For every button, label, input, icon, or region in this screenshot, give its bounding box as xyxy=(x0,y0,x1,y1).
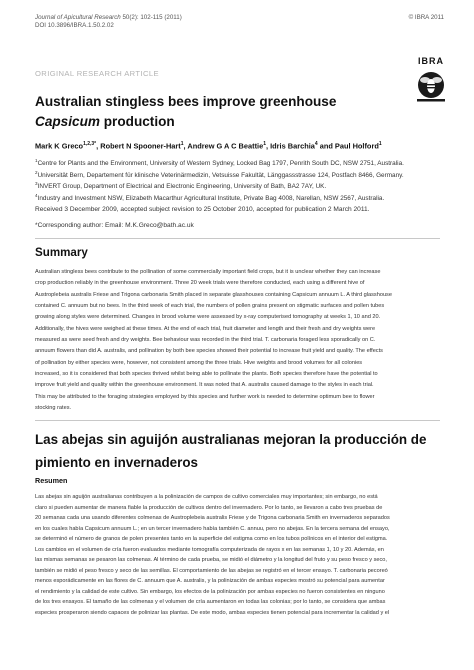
spanish-title xyxy=(35,428,455,474)
text-line: of pollination by either species were, however, not consistent among the three trials. Hive weights and brood volumes for all colonies xyxy=(35,359,363,366)
affiliation-text: Centre for Plants and the Environment, University of Western Sydney, Locked Bag 1797, Penrith South DC, NSW 2751, Australia. xyxy=(37,160,404,168)
resumen-heading: Resumen xyxy=(35,476,68,485)
affiliation xyxy=(35,180,450,192)
section-divider xyxy=(35,238,440,239)
text-line: Additionally, the hives were weighed at these times. At the end of each trial, fruit diameter and length and their fresh and dry weights were xyxy=(35,325,376,332)
submission-dates: Received 3 December 2009, accepted subject revision to 25 October 2010, accepted for publication 2 March 2011. xyxy=(35,206,370,213)
text-line: crop production reliably in the greenhouse environment. Three 20 week trials were therefore conducted, each using a different hive of xyxy=(35,280,365,287)
text-line: annuum flowers than did A. australis, and pollination by both bee species showed their potential to increase fruit yield and quality. The effects xyxy=(35,348,383,355)
text-line: growing along styles were determined. Changes in brood volume were assessed by x-ray computerised tomography at weeks 1, 10 and 20. xyxy=(35,314,381,321)
logo-text: IBRA xyxy=(418,56,444,66)
text-line: increased, so it is considered that both species thrived whilst being able to pollinate the plants. Both species therefore have the potential to xyxy=(35,371,378,378)
text-line: el rendimiento y la calidad de este cultivo. Sin embargo, los efectos de la polinización por ambas especies no fueron consistentes en ninguno xyxy=(35,588,385,595)
text-line: también se midió el peso fresco y seco de las semillas. El comportamiento de las abejas se registró en el tercer ensayo. T. carbonaria pecoreó xyxy=(35,567,388,574)
text-line: en los cuales había Capsicum annuum L.; en un tercer invernadero había también C. annuu, pero no abejas. En la tercera semana del ensayo, xyxy=(35,525,390,532)
text-line: se determinó el número de granos de polen presentes tanto en la superficie del estigma como en los tubos polínicos en el interior del estigma. xyxy=(35,536,388,543)
author-name: Andrew G A C Beattie xyxy=(187,141,264,151)
article-type: ORIGINAL RESEARCH ARTICLE xyxy=(35,69,159,78)
text-line: This may be attributed to the foraging strategies employed by this species and further work is needed to determine optimum bee to flower xyxy=(35,393,375,400)
author-sup: 4 xyxy=(314,141,318,147)
text-line: Austroplebeia australis Friese and Trigona carbonaria Smith placed in separate glasshouses containing Capsicum annuum L. A third glasshouse xyxy=(35,291,392,298)
title-italic-word: Capsicum xyxy=(35,114,100,129)
title-line-1: Australian stingless bees improve greenhouse xyxy=(35,94,337,109)
author-sup: 1 xyxy=(263,141,266,147)
author-name: Idris Barchia xyxy=(270,141,315,151)
affiliation-text: Universität Bern, Departement für klinische Veterinärmedizin, Vetsuisse Fakultät, Länggassstrasse 124, Postfach 8466, Germany. xyxy=(37,171,404,179)
affiliation-text: INVERT Group, Department of Electrical and Electronic Engineering, University of Bath, BA2 7AY, UK. xyxy=(37,183,327,191)
affiliation-sup: 1 xyxy=(35,158,38,163)
copyright: © IBRA 2011 xyxy=(408,14,444,21)
author-name: Robert N Spooner-Hart xyxy=(100,141,181,151)
article-title xyxy=(35,92,405,132)
text-line: measured as were seed fresh and dry weights. Bee behaviour was recorded in the third trial. T. carbonaria foraged less sporadically on C. xyxy=(35,337,376,344)
text-line: Las abejas sin aguijón australianas contribuyen a la polinización de campos de cultivo comerciales muy importantes; sin embargo, no está xyxy=(35,494,378,500)
text-line: improve fruit yield and quality within the greenhouse environment. It was noted that A. australis caused damage to the styles in each trial. xyxy=(35,382,374,389)
text-line: las mismas semanas se pesaron las colmenas. Al término de cada prueba, se midió el diámetro y la longitud del fruto y su peso fresco y seco, xyxy=(35,557,387,564)
text-line: claro si pueden aumentar de manera fiable la producción de cultivos dentro del invernadero. Por lo tanto, se llevaron a cabo tres pruebas de xyxy=(35,504,383,511)
author-sup: 1 xyxy=(180,141,184,147)
affiliations xyxy=(35,157,450,204)
spanish-title-line-2: pimiento en invernaderos xyxy=(35,455,198,470)
author-list: Mark K Greco$^{1,2,3*}$, Robert N Spooner-Hart$^1$, Andrew G A C Beattie$^1$, Idris Barchia$^4$ and Paul Holford$^1$ xyxy=(35,141,382,151)
spanish-title-line-1: Las abejas sin aguijón australianas mejoran la producción de xyxy=(35,432,427,447)
affiliation-sup: 4 xyxy=(35,193,38,199)
text-line: Los cambios en el volumen de cría fueron evaluados mediante tomografía computerizada de rayos x en las semanas 1, 10 y 20. Además, en xyxy=(35,546,384,553)
text-line: 20 semanas cada una usando diferentes colmenas de Austroplebeia australis Friese y de Trigona carbonaria Smith en invernaderos separados xyxy=(35,515,390,522)
text-line: Australian stingless bees contribute to the pollination of some commercially important field crops, but it is unclear whether they can increase xyxy=(35,269,381,275)
corresponding-author: *Corresponding author: Email: M.K.Greco@bath.ac.uk xyxy=(35,222,194,229)
summary-text xyxy=(35,267,440,414)
author-name: Mark K Greco xyxy=(35,141,84,151)
text-line: especies prosperaron siendo capaces de polinizar las plantas. De este modo, ambas especies tienen potencial para incrementar la calidad y el xyxy=(35,610,390,617)
text-line: stocking rates. xyxy=(35,405,72,412)
affiliation xyxy=(35,192,450,204)
author-sup: 1 xyxy=(378,141,382,147)
resumen-text xyxy=(35,492,440,619)
journal-name: Journal of Apicultural Research xyxy=(35,14,121,21)
journal-header xyxy=(35,14,444,30)
text-line: menos esporádicamente en las flores de C. annuum que A. australis, y la polinización de ambas especies mostró su potencial para aumentar xyxy=(35,578,385,585)
title-line-2: production xyxy=(99,114,175,129)
ibra-logo xyxy=(413,56,449,104)
section-divider xyxy=(35,420,440,421)
text-line: contained C. annuum but no bees. In the third week of each trial, the numbers of pollen grains present on stigmatic surfaces and pollen tubes xyxy=(35,303,385,310)
text-line: de los tres ensayos. El tamaño de las colmenas y el volumen de cría aumentaron en todas las colonias; por lo tanto, se considera que ambas xyxy=(35,599,386,606)
affiliation xyxy=(35,169,450,181)
author-sup: 1,2,3* xyxy=(83,141,97,147)
affiliation-sup: 2 xyxy=(35,169,38,175)
journal-citation: 50(2): 102-115 (2011) xyxy=(120,14,182,21)
affiliation xyxy=(35,157,450,169)
author-name: Paul Holford xyxy=(334,141,379,151)
summary-heading: Summary xyxy=(35,246,88,259)
affiliation-sup: 3 xyxy=(35,181,38,187)
doi[interactable]: DOI 10.3896/IBRA.1.50.2.02 xyxy=(35,22,114,30)
affiliation-text: Industry and Investment NSW, Elizabeth Macarthur Agricultural Institute, Private Bag 4008, Narellan, NSW 2567, Australia. xyxy=(37,195,385,203)
